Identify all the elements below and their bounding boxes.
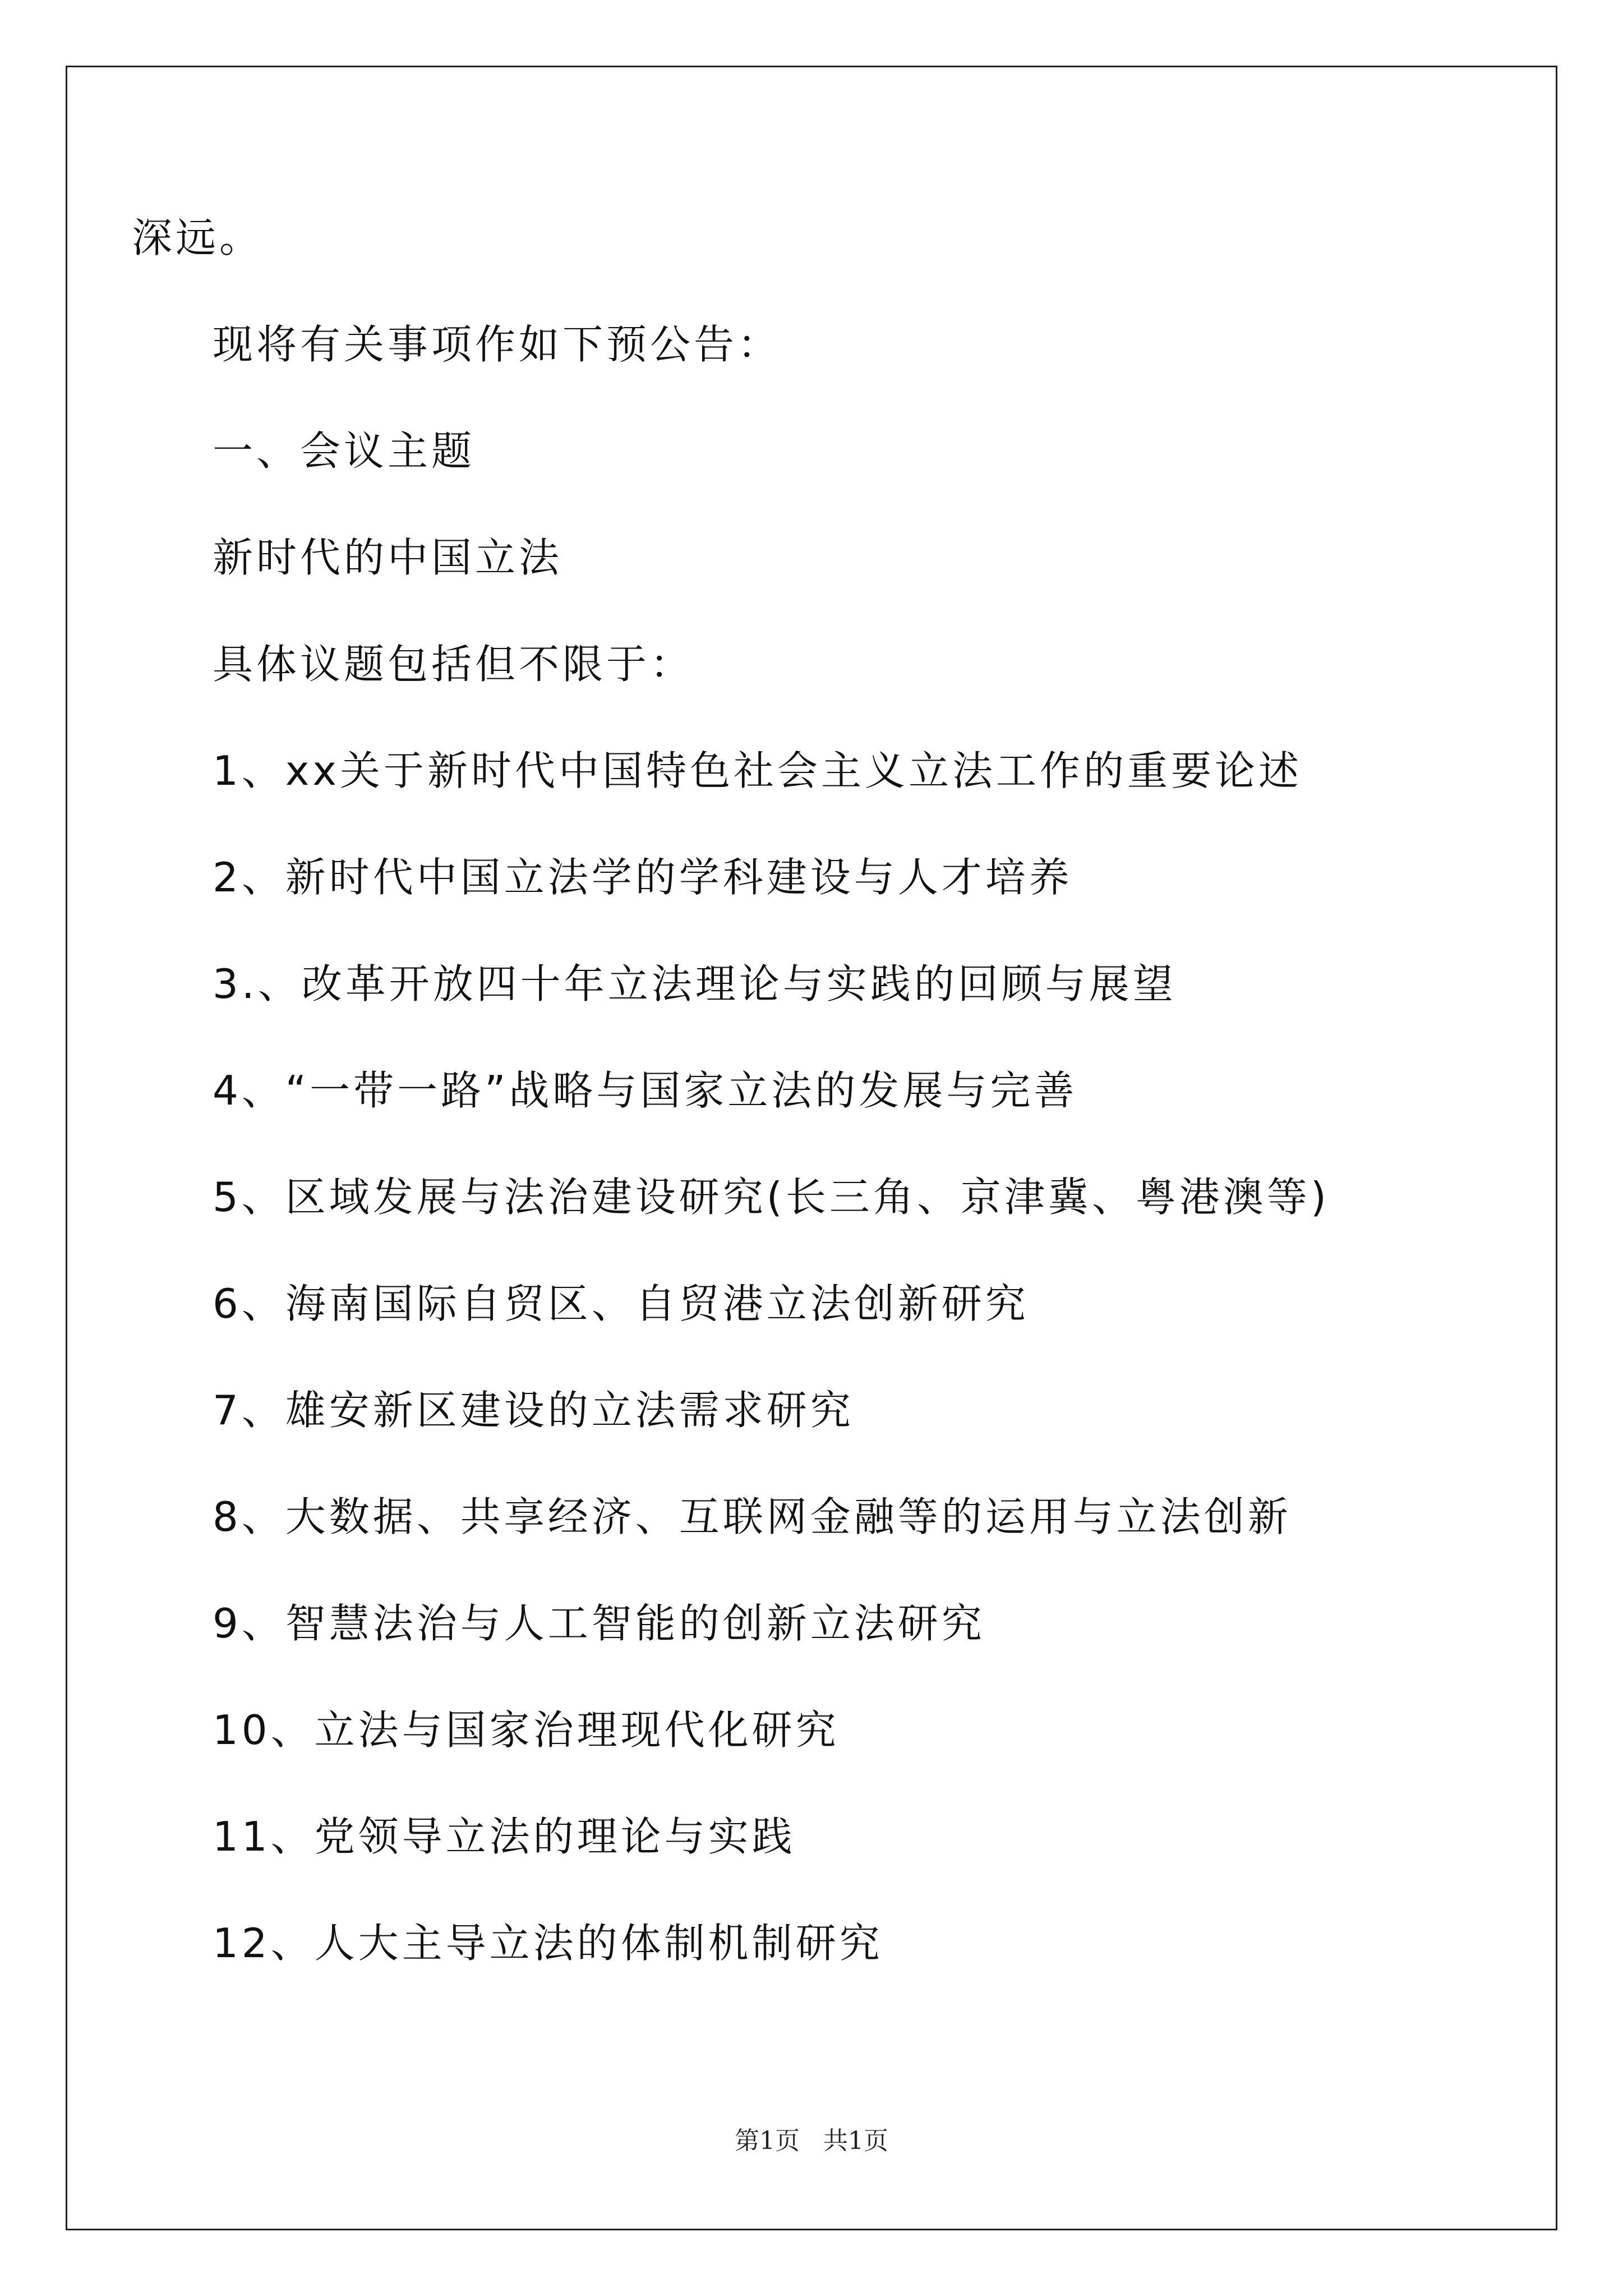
paragraph-line: 1、xx关于新时代中国特色社会主义立法工作的重要论述	[213, 747, 1303, 794]
paragraph-line: 3.、改革开放四十年立法理论与实践的回顾与展望	[213, 960, 1177, 1007]
paragraph-line: 4、“一带一路”战略与国家立法的发展与完善	[213, 1067, 1078, 1114]
paragraph-line: 12、人大主导立法的体制机制研究	[213, 1920, 883, 1967]
paragraph-line: 9、智慧法治与人工智能的创新立法研究	[213, 1600, 985, 1647]
paragraph-line: 7、雄安新区建设的立法需求研究	[213, 1387, 854, 1434]
paragraph-line: 6、海南国际自贸区、自贸港立法创新研究	[213, 1280, 1029, 1327]
paragraph-line: 一、会议主题	[213, 427, 476, 475]
paragraph-line: 2、新时代中国立法学的学科建设与人才培养	[213, 854, 1073, 901]
paragraph-line: 具体议题包括但不限于：	[213, 641, 694, 688]
paragraph-line: 11、党领导立法的理论与实践	[213, 1813, 796, 1860]
paragraph-line: 5、区域发展与法治建设研究(长三角、京津冀、粤港澳等)	[213, 1174, 1330, 1221]
paragraph-line: 现将有关事项作如下预公告：	[213, 321, 782, 368]
paragraph-line: 8、大数据、共享经济、互联网金融等的运用与立法创新	[213, 1493, 1292, 1540]
paragraph-line: 10、立法与国家治理现代化研究	[213, 1706, 840, 1754]
document-body	[132, 214, 1506, 2030]
page-footer: 第1页 共1页	[735, 2127, 888, 2155]
paragraph-line: 深远。	[132, 214, 264, 261]
paragraph-line: 新时代的中国立法	[213, 534, 563, 581]
